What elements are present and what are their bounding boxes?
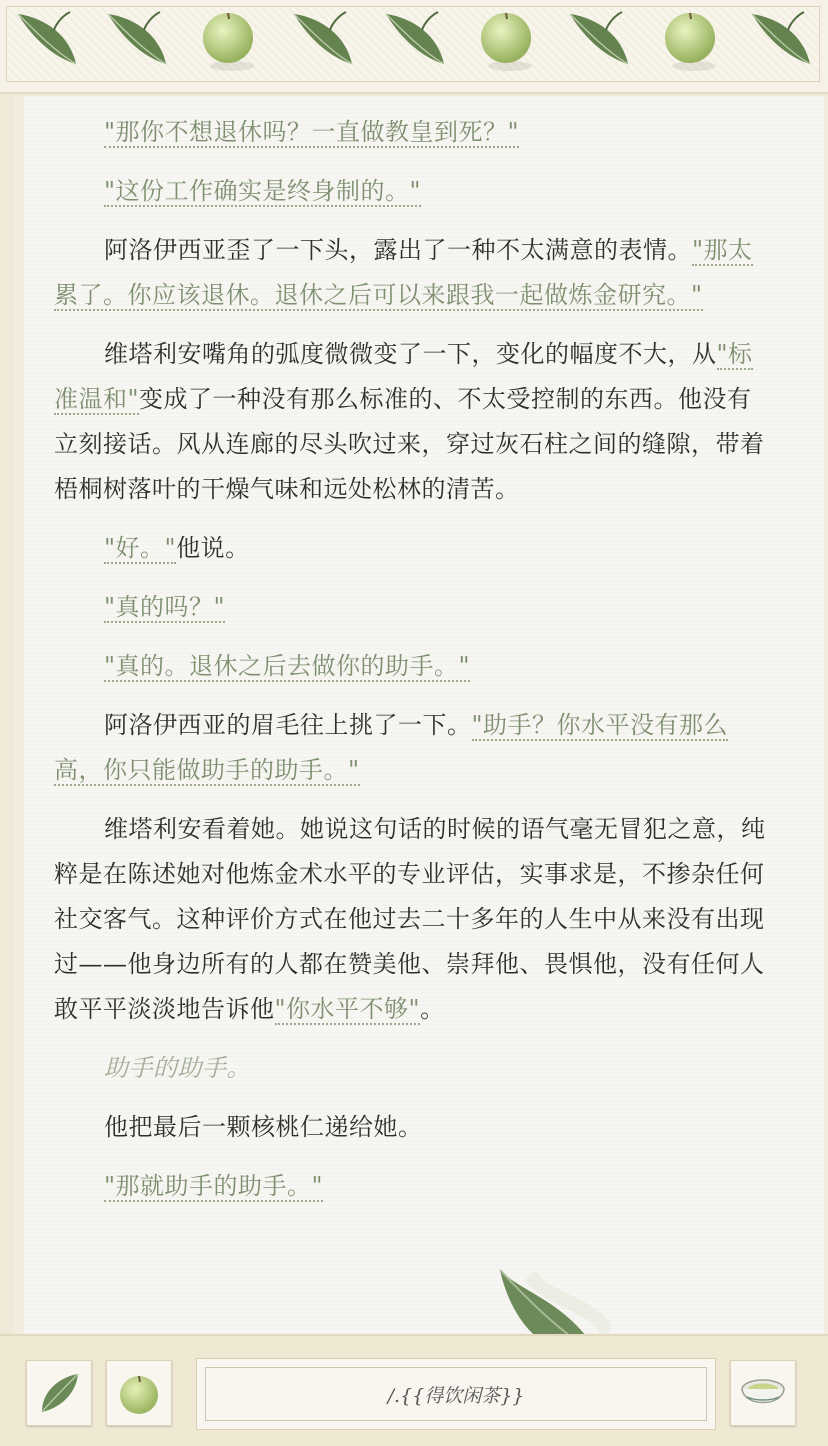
- body-text: 变成了一种没有那么标准的、不太受控制的东西。他没有立刻接话。风从连廊的尽头吹过来，穿过灰石柱之间的缝隙，带着梧桐树落叶的干燥气味和远处松林的清苦。: [54, 385, 765, 503]
- teacup-icon: [737, 1367, 789, 1419]
- top-banner: [0, 0, 828, 94]
- narration-paragraph: [54, 228, 776, 318]
- body-text: 他说。: [176, 534, 250, 562]
- body-text: 维塔利安嘴角的弧度微微变了一下，变化的幅度不大，从: [104, 340, 717, 368]
- narration-paragraph: [54, 807, 776, 1032]
- quote-text: "那就助手的助手。": [104, 1172, 324, 1200]
- tea-leaf-icon: [378, 4, 452, 74]
- green-plum-icon: [192, 4, 266, 74]
- quote-text: "真的吗？": [104, 593, 226, 621]
- narration-paragraph: [54, 1105, 776, 1150]
- thought-line: [54, 1046, 776, 1091]
- body-text: 维塔利安看着她。她说这句话的时候的语气毫无冒犯之意，纯粹是在陈述她对他炼金术水平的专业评估，实事求是，不掺杂任何社交客气。这种评价方式在他过去二十多年的人生中从来没有出现过——他身边所有的人都在赞美他、崇拜他、畏惧他，没有任何人敢平平淡淡地告诉他: [54, 815, 766, 1023]
- green-plum-icon: [470, 4, 544, 74]
- dialogue-line: [54, 526, 776, 571]
- dialogue-line: [54, 169, 776, 214]
- tea-leaf-icon: [286, 4, 360, 74]
- tea-leaf-icon: [100, 4, 174, 74]
- body-text: 阿洛伊西亚的眉毛往上挑了一下。: [104, 711, 472, 739]
- signature-box: [196, 1358, 716, 1430]
- tea-leaf-icon: [744, 4, 818, 74]
- quote-text: "标准温和": [54, 340, 753, 413]
- chapter-content: [54, 110, 776, 1209]
- narration-paragraph: [54, 703, 776, 793]
- green-plum-icon: [114, 1368, 164, 1418]
- green-plum-icon: [654, 4, 728, 74]
- quote-text: "你水平不够": [274, 995, 421, 1023]
- quote-text: "助手？你水平没有那么高，你只能做助手的助手。": [54, 711, 729, 784]
- fruit-button[interactable]: [106, 1360, 172, 1426]
- body-text: 阿洛伊西亚歪了一下头，露出了一种不太满意的表情。: [104, 236, 692, 264]
- tea-leaf-icon: [562, 4, 636, 74]
- dialogue-line: [54, 585, 776, 630]
- body-text: 他把最后一颗核桃仁递给她。: [104, 1113, 423, 1141]
- dialogue-line: [54, 1164, 776, 1209]
- dialogue-line: [54, 644, 776, 689]
- signature-text: /.{{得饮闲茶}}: [387, 1384, 525, 1407]
- quote-text: "好。": [104, 534, 177, 562]
- body-text: 。: [420, 995, 445, 1023]
- body-text: 助手的助手。: [104, 1054, 251, 1082]
- narration-paragraph: [54, 332, 776, 512]
- tea-leaf-icon: [34, 1368, 84, 1418]
- quote-text: "那你不想退休吗？一直做教皇到死？": [104, 118, 520, 146]
- quote-text: "那太累了。你应该退休。退休之后可以来跟我一起做炼金研究。": [54, 236, 753, 309]
- tea-leaf-icon: [10, 4, 84, 74]
- dialogue-line: [54, 110, 776, 155]
- bottom-toolbar: [0, 1334, 828, 1446]
- leaf-button[interactable]: [26, 1360, 92, 1426]
- teacup-button[interactable]: [730, 1360, 796, 1426]
- quote-text: "这份工作确实是终身制的。": [104, 177, 422, 205]
- quote-text: "真的。退休之后去做你的助手。": [104, 652, 471, 680]
